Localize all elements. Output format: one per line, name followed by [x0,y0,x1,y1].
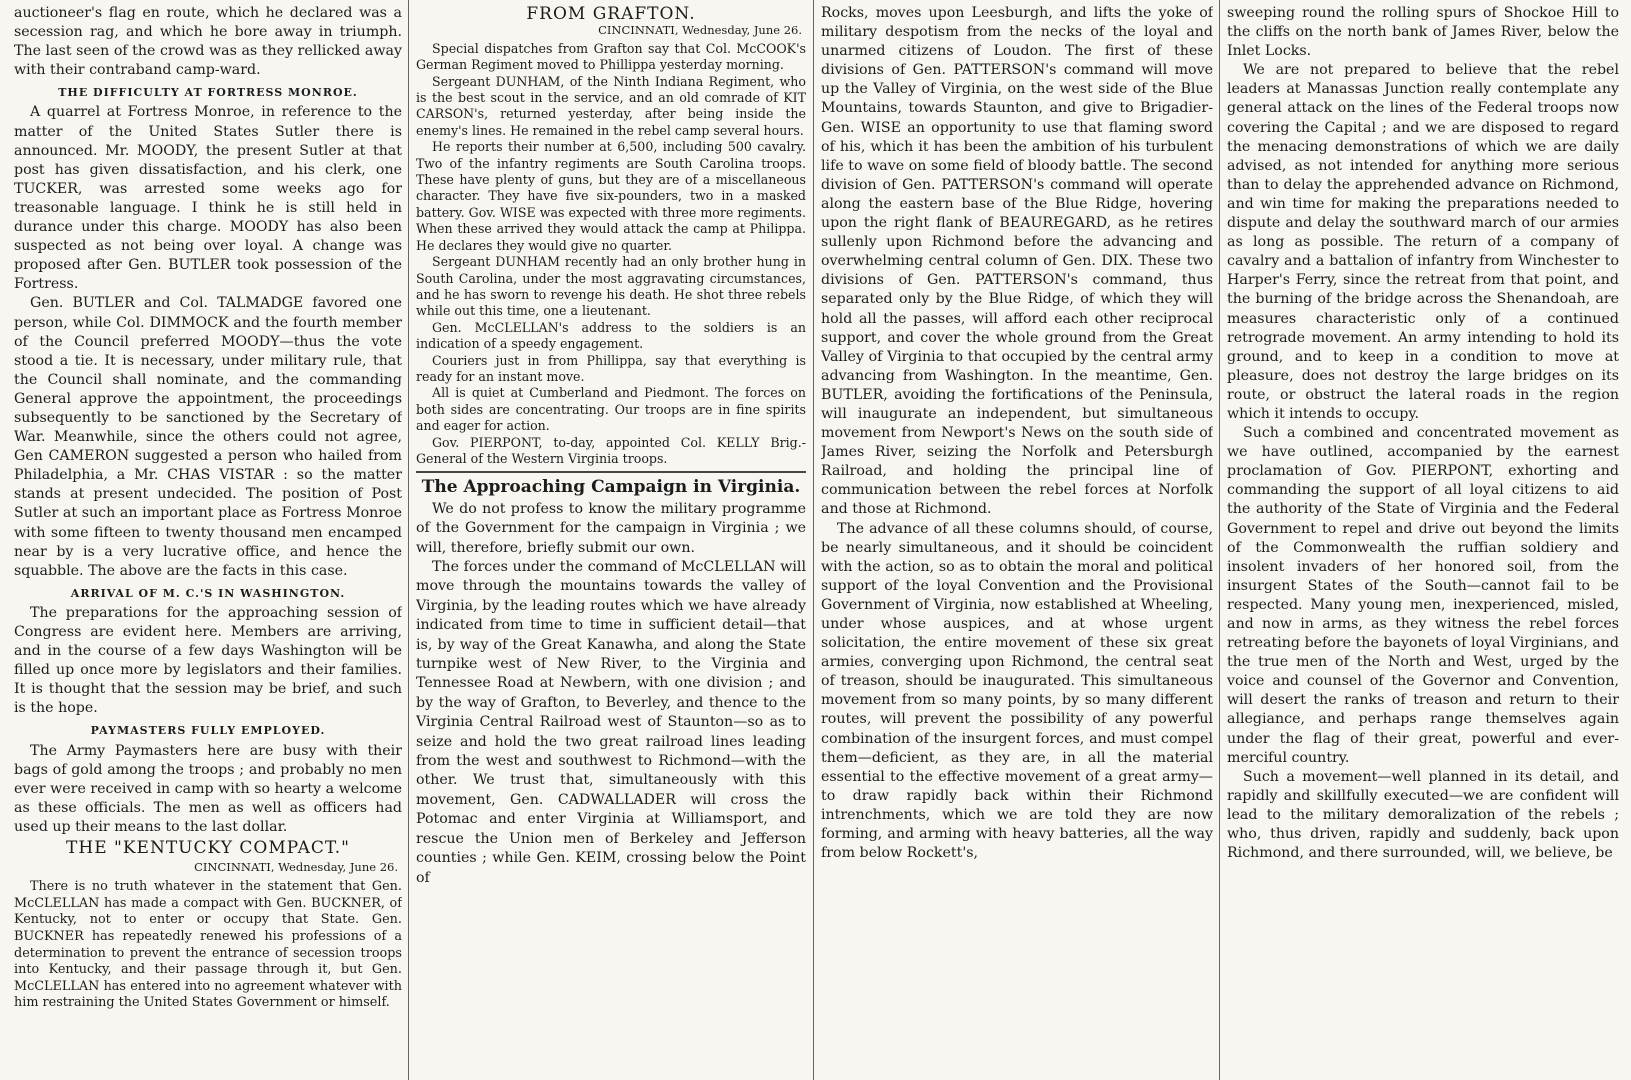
paragraph: Rocks, moves upon Leesburgh, and lifts the yoke of military despotism from the necks of the loyal and unarmed citizens of Loudon. The first of these divisions of Gen. PATTERSON's command will move up the Valley of Virginia, on the west side of the Blue Mountains, towards Staunton, and give to Brigadier-Gen. WISE an opportunity to use that flaming sword of his, which it has been the ambition of his turbulent life to wave on some field of bloody battle. The second division of Gen. PATTERSON's command will operate along the eastern base of the Blue Ridge, hovering upon the right flank of BEAUREGARD, as he retires sullenly upon Richmond before the advancing and overwhelming central column of Gen. DIX. These two divisions of Gen. PATTERSON's command, thus separated only by the Blue Ridge, of which they will hold all the passes, will afford each other reciprocal support, and cover the whole ground from the Great Valley of Virginia to that occupied by the central army advancing from Washington. In the meantime, Gen. BUTLER, avoiding the fortifications of the Peninsula, will inaugurate an independent, but simultaneous movement from Newport's News on the south side of James River, seizing the Norfolk and Petersburgh Railroad, and holding the principal line of communication between the rebel forces at Norfolk and those at Richmond. [821,5,1213,518]
paragraph: All is quiet at Cumberland and Piedmont. The forces on both sides are concentrating. Our troops are in fine spirits and eager for action. [416,385,806,434]
column-1 [14,4,402,1076]
paragraph: The preparations for the approaching session of Congress are evident here. Members are arriving, and in the course of a few days Washington will be filled up once more by legislators and their families. It is thought that the session may be brief, and such is the hope. [14,604,402,717]
paragraph: Such a movement—well planned in its detail, and rapidly and skillfully executed—we are confident will lead to the military demoralization of the rebels ; who, thus driven, rapidly and suddenly, back upon Richmond, and there surrounded, will, we believe, be [1227,768,1619,862]
section-heading: ARRIVAL OF M. C.'S IN WASHINGTON. [70,586,346,600]
paragraph: The Army Paymasters here are busy with their bags of gold among the troops ; and probably no men ever were received in camp with so hearty a welcome as these officials. The men as well as officers had used up their means to the last dollar. [14,742,402,835]
column-4 [1227,4,1619,1076]
paragraph: Such a combined and concentrated movement as we have outlined, accompanied by the earnest proclamation of Gov. PIERPONT, exhorting and commanding the support of all loyal citizens to aid the authority of the State of Virginia and the Federal Government to repel and drive out beyond the limits of the Commonwealth the ruffian soldiery and insolent invaders of her honored soil, from the insurgent States of the South—cannot fail to be respected. Many young men, inexperienced, misled, and now in arms, as they witness the rebel forces retreating before the bayonets of loyal Virginians, and the true men of the North and West, urged by the voice and counsel of the Governor and Convention, will desert the ranks of treason and return to their allegiance, and perhaps range themselves again under the flag of their great, powerful and ever-merciful country. [1227,425,1619,766]
dateline: CINCINNATI, Wednesday, June 26. [194,860,398,875]
paragraph: auctioneer's flag en route, which he declared was a secession rag, and which he bore away in triumph. The last seen of the crowd was as they rellicked away with their contraband camp-ward. [14,5,402,79]
paragraph: Gen. McCLELLAN's address to the soldiers is an indication of a speedy engagement. [416,319,806,352]
paragraph: Gen. BUTLER and Col. TALMADGE favored one person, while Col. DIMMOCK and the fourth member of the Council preferred MOODY—thus the vote stood a tie. It is necessary, under military rule, that the Council shall nominate, and the commanding General approve the appointment, the proceedings subsequently to be sanctioned by the Secretary of War. Meanwhile, since the others could not agree, Gen CAMERON suggested a person who hailed from Philadelphia, a Mr. CHAS VISTAR : so the matter stands at present undecided. The position of Post Sutler at such an important place as Fortress Monroe with some fifteen to twenty thousand men encamped near by is a very lucrative office, and hence the squabble. The above are the facts in this case. [14,295,402,579]
paragraph: The advance of all these columns should, of course, be nearly simultaneous, and it should be coincident with the action, so as to obtain the moral and political support of the loyal Convention and the Provisional Government of Virginia, now established at Wheeling, under whose auspices, and at whose urgent solicitation, the entire movement of these six great armies, converging upon Richmond, the central seat of treason, should be inaugurated. This simultaneous movement from so many points, by so many different routes, will prevent the possibility of any powerful combination of the insurgent forces, and must compel them—deficient, as they are, in all the material essential to the effective movement of a great army—to draw rapidly back within their Richmond intrenchments, which we are told they are now forming, and arming with heavy batteries, all the way from below Rockett's, [821,520,1213,862]
column-rule [408,0,409,1080]
paragraph: Sergeant DUNHAM, of the Ninth Indiana Regiment, who is the best scout in the service, and an old comrade of KIT CARSON's, returned yesterday, after being inside the enemy's lines. He remained in the rebel camp several hours. [416,73,806,138]
paragraph: A quarrel at Fortress Monroe, in reference to the matter of the United States Sutler there is announced. Mr. MOODY, the present Sutler at that post has given dissatisfaction, and his clerk, one TUCKER, was arrested some weeks ago for treasonable language. I think he is still held in durance under this charge. MOODY has also been suspected as not being over loyal. A change was proposed after Gen. BUTLER took possession of the Fortress. [14,104,402,293]
paragraph: Gov. PIERPONT, to-day, appointed Col. KELLY Brig.-General of the Western Virginia troops. [416,434,806,466]
paragraph: Sergeant DUNHAM recently had an only brother hung in South Carolina, under the most aggravating circumstances, and he has sworn to revenge his death. He shot three rebels while out this time, one a lieutenant. [416,254,806,319]
paragraph: sweeping round the rolling spurs of Shockoe Hill to the cliffs on the north bank of James River, below the Inlet Locks. [1227,5,1619,60]
paragraph: We are not prepared to believe that the rebel leaders at Manassas Junction really contemplate any general attack on the lines of the Federal troops now covering the Capital ; and we are disposed to regard the menacing demonstrations of which we are daily advised, as not intended for anything more serious than to delay the apprehended advance on Richmond, and win time for making the preparations needed to dispute and delay the southward march of our armies as long as possible. The return of a company of cavalry and a battalion of infantry from Winchester to Harper's Ferry, since the retreat from that point, and the burning of the bridge across the Shenandoah, are measures characteristic only of a continued retrograde movement. An army intending to hold its ground, and to keep in a condition to move at pleasure, does not destroy the large bridges on its route, or obstruct the lateral roads in the region which it intends to occupy. [1227,62,1619,422]
section-heading: PAYMASTERS FULLY EMPLOYED. [90,724,326,738]
column-2 [416,4,806,1076]
dateline: CINCINNATI, Wednesday, June 26. [598,23,802,38]
column-rule [1219,0,1220,1080]
paragraph: Couriers just in from Phillippa, say that everything is ready for an instant move. [416,352,806,384]
article-title: FROM GRAFTON. [526,4,696,24]
section-divider [416,471,806,473]
paragraph: Special dispatches from Grafton say that Col. McCOOK's German Regiment moved to Phillippa yesterday morning. [416,40,806,73]
article-title: THE "KENTUCKY COMPACT." [66,838,350,859]
paragraph: We do not profess to know the military programme of the Government for the campaign in Virginia ; we will, therefore, briefly submit our own. [416,500,806,556]
editorial-title: The Approaching Campaign in Virginia. [421,477,801,498]
column-rule [813,0,814,1080]
paragraph: He reports their number at 6,500, including 500 cavalry. Two of the infantry regiments are South Carolina troops. These have plenty of guns, but they are of a miscellaneous character. They have five six-pounders, two in a masked battery. Gov. WISE was expected with three more regiments. When these arrived they would attack the camp at Philippa. He declares they would give no quarter. [416,139,806,253]
paragraph: There is no truth whatever in the statement that Gen. McCLELLAN has made a compact with Gen. BUCKNER, of Kentucky, not to enter or occupy that State. Gen. BUCKNER has repeatedly renewed his professions of a determination to prevent the entrance of secession troops into Kentucky, and their passage through it, but Gen. McCLELLAN has entered into no agreement whatever with him restraining the United States Government or himself. [14,879,402,1011]
column-3 [821,4,1213,1076]
paragraph: The forces under the command of McCLELLAN will move through the mountains towards the valley of Virginia, by the leading routes which we have already indicated from time to time in sufficient detail—that is, by way of the Great Kanawha, and along the State turnpike west of New River, to the Virginia and Tennessee Road at Newbern, with one division ; and by the way of Grafton, to Beverley, and thence to the Virginia Central Railroad west of Staunton—so as to seize and hold the two great railroad lines leading from the west and southwest to Richmond—with the other. We trust that, simultaneously with this movement, Gen. CADWALLADER will cross the Potomac and enter Virginia at Williamsport, and rescue the Union men of Berkeley and Jefferson counties ; while Gen. KEIM, crossing below the Point of [416,559,806,886]
section-heading: THE DIFFICULTY AT FORTRESS MONROE. [58,86,358,100]
